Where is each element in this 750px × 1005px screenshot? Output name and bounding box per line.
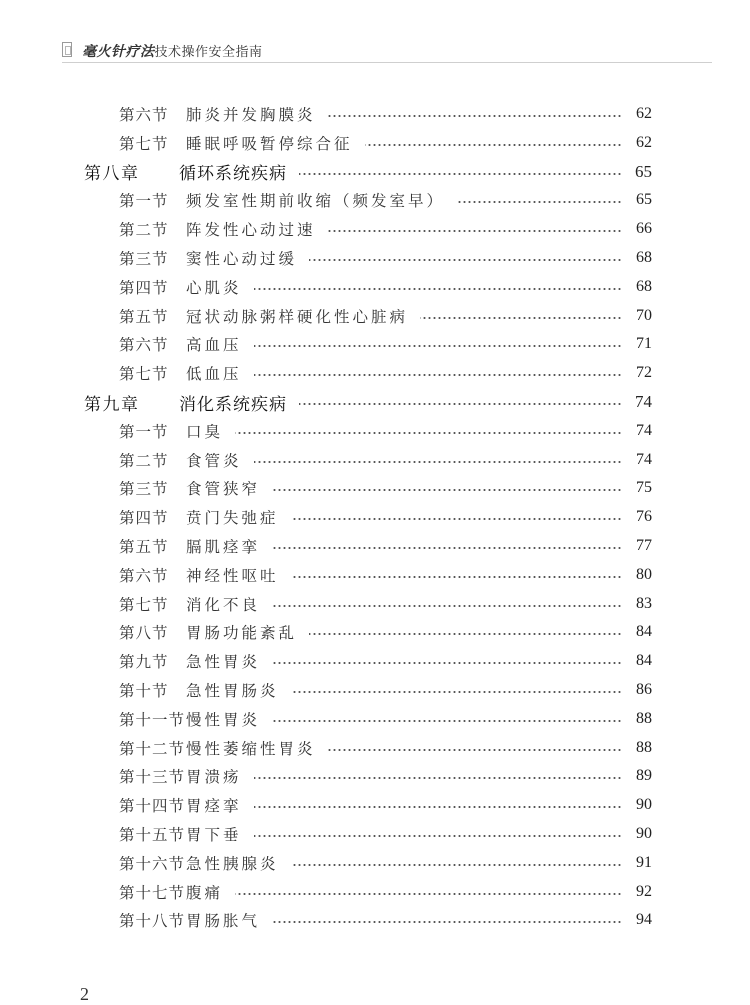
dot-leader — [299, 173, 622, 175]
chapter-title: 消化系统疾病 — [179, 394, 287, 415]
page-ref: 68 — [636, 277, 652, 295]
chapter-number: 第八章 — [84, 164, 140, 185]
section-title: 急性胰腺炎 — [186, 854, 279, 873]
toc-section-row[interactable] — [0, 275, 750, 299]
page-ref: 62 — [636, 105, 652, 122]
section-title: 贲门失弛症 — [186, 509, 279, 528]
toc-section-row[interactable] — [0, 851, 750, 875]
section-number: 第一节 — [119, 422, 169, 441]
section-number: 第六节 — [119, 336, 169, 355]
dot-leader — [235, 432, 622, 434]
toc-chapter-row[interactable] — [0, 160, 750, 184]
section-title: 急性胃炎 — [186, 653, 261, 672]
dot-leader — [272, 605, 622, 607]
section-title: 神经性呕吐 — [186, 566, 279, 585]
page-ref: 94 — [636, 911, 652, 929]
section-number: 第四节 — [119, 278, 169, 297]
toc-section-row[interactable] — [0, 332, 750, 356]
page-ref: 70 — [636, 306, 652, 324]
section-title: 窦性心动过缓 — [186, 250, 298, 268]
dot-leader — [291, 691, 622, 693]
toc-section-row[interactable] — [0, 880, 750, 904]
header-subtitle: 技术操作安全指南 — [154, 45, 263, 60]
section-number: 第十七节 — [119, 883, 186, 902]
section-number: 第九节 — [119, 653, 169, 672]
dot-leader — [328, 115, 622, 117]
section-number: 第十四节 — [119, 797, 186, 816]
page-ref: 84 — [636, 623, 652, 641]
toc-section-row[interactable] — [0, 304, 750, 328]
dot-leader — [235, 893, 622, 895]
dot-leader — [420, 317, 622, 319]
dot-leader — [254, 461, 622, 463]
page-ref: 80 — [636, 565, 652, 583]
section-title: 阵发性心动过速 — [186, 221, 316, 240]
section-title: 口臭 — [186, 422, 224, 441]
dot-leader — [254, 374, 622, 376]
section-title: 慢性胃炎 — [186, 710, 261, 729]
section-title: 频发室性期前收缩（频发室早） — [186, 192, 446, 211]
toc-section-row[interactable] — [0, 736, 750, 760]
page-ref: 75 — [636, 479, 652, 497]
header-brand: 毫火针疗法 — [82, 44, 155, 60]
section-title: 食管狭窄 — [186, 480, 261, 499]
page-ref: 91 — [636, 853, 652, 871]
toc-section-row[interactable] — [0, 707, 750, 731]
page-ref: 84 — [636, 652, 652, 670]
toc-section-row[interactable] — [0, 217, 750, 241]
section-number: 第四节 — [119, 509, 169, 528]
dot-leader — [254, 835, 622, 837]
chapter-number: 第九章 — [84, 394, 140, 415]
page-ref: 90 — [636, 825, 652, 842]
section-title: 食管炎 — [186, 451, 242, 470]
section-title: 腹痛 — [186, 883, 224, 902]
dot-leader — [291, 576, 622, 578]
toc-section-row[interactable] — [0, 188, 750, 212]
dot-leader — [365, 144, 622, 146]
section-number: 第十一节 — [119, 710, 186, 729]
section-number: 第十节 — [119, 682, 169, 700]
section-number: 第十六节 — [119, 854, 186, 873]
page-ref: 77 — [636, 537, 652, 554]
toc-section-row[interactable] — [0, 793, 750, 817]
toc-section-row[interactable] — [0, 131, 750, 155]
section-number: 第七节 — [119, 365, 169, 384]
section-number: 第二节 — [119, 221, 169, 240]
section-title: 心肌炎 — [186, 278, 242, 297]
toc-section-row[interactable] — [0, 505, 750, 529]
page-ref: 86 — [636, 681, 652, 698]
toc-section-row[interactable] — [0, 649, 750, 673]
page-ref: 65 — [635, 161, 652, 181]
page-ref: 90 — [636, 796, 652, 814]
section-title: 高血压 — [186, 336, 242, 355]
toc-section-row[interactable] — [0, 419, 750, 443]
section-number: 第八节 — [119, 624, 169, 643]
dot-leader — [328, 230, 622, 232]
toc-section-row[interactable] — [0, 822, 750, 846]
dot-leader — [254, 345, 622, 347]
dot-leader — [254, 288, 622, 290]
section-title: 胃下垂 — [186, 826, 242, 844]
page-number: 2 — [80, 984, 89, 1004]
section-title: 膈肌痉挛 — [186, 538, 261, 556]
section-number: 第三节 — [119, 250, 169, 268]
dot-leader — [272, 662, 622, 664]
toc-section-row[interactable] — [0, 448, 750, 472]
section-number: 第一节 — [119, 192, 169, 211]
page-ref: 74 — [636, 450, 652, 468]
page-ref: 62 — [636, 133, 652, 151]
section-title: 低血压 — [186, 365, 242, 384]
section-number: 第十二节 — [119, 739, 186, 758]
toc-section-row[interactable] — [0, 908, 750, 932]
dot-leader — [272, 921, 622, 923]
chapter-title: 循环系统疾病 — [179, 164, 287, 185]
toc-section-row[interactable] — [0, 534, 750, 558]
dot-leader — [309, 259, 622, 261]
section-number: 第七节 — [119, 134, 169, 153]
page-ref: 83 — [636, 594, 652, 612]
section-number: 第六节 — [119, 566, 169, 585]
toc-chapter-row[interactable] — [0, 390, 750, 414]
toc-section-row[interactable] — [0, 678, 750, 702]
dot-leader — [254, 777, 622, 779]
dot-leader — [328, 749, 622, 751]
dot-leader — [291, 518, 622, 520]
section-number: 第十八节 — [119, 912, 186, 931]
toc-section-row[interactable] — [0, 476, 750, 500]
section-number: 第五节 — [119, 307, 169, 326]
toc-section-row[interactable] — [0, 563, 750, 587]
section-title: 急性胃肠炎 — [186, 682, 279, 700]
section-title: 消化不良 — [186, 595, 261, 614]
section-number: 第十五节 — [119, 826, 186, 844]
dot-leader — [457, 201, 622, 203]
section-number: 第七节 — [119, 595, 169, 614]
toc-section-row[interactable] — [0, 361, 750, 385]
page-ref: 88 — [636, 738, 652, 756]
dot-leader — [272, 720, 622, 722]
section-number: 第六节 — [119, 106, 169, 124]
page-ref: 71 — [636, 335, 652, 353]
section-title: 胃肠功能紊乱 — [186, 624, 298, 643]
page-ref: 66 — [636, 220, 652, 238]
section-number: 第二节 — [119, 451, 169, 470]
toc-section-row[interactable] — [0, 592, 750, 616]
dot-leader — [299, 403, 622, 405]
page-ref: 72 — [636, 364, 652, 382]
page-ref: 68 — [636, 249, 652, 266]
section-title: 慢性萎缩性胃炎 — [186, 739, 316, 758]
section-number: 第三节 — [119, 480, 169, 499]
toc-section-row[interactable] — [0, 764, 750, 788]
page-ref: 92 — [636, 882, 652, 900]
page-ref: 89 — [636, 767, 652, 785]
section-title: 肺炎并发胸膜炎 — [186, 106, 316, 124]
page-ref: 76 — [636, 508, 652, 526]
toc-section-row[interactable] — [0, 102, 750, 126]
toc-section-row[interactable] — [0, 620, 750, 644]
dot-leader — [309, 633, 622, 635]
section-title: 冠状动脉粥样硬化性心脏病 — [186, 307, 409, 326]
section-number: 第五节 — [119, 538, 169, 556]
page-ref: 74 — [635, 392, 652, 411]
dot-leader — [291, 864, 622, 866]
page-ref: 88 — [636, 709, 652, 727]
page-ref: 65 — [636, 191, 652, 209]
section-title: 胃溃疡 — [186, 768, 242, 787]
dot-leader — [272, 489, 622, 491]
toc-section-row[interactable] — [0, 246, 750, 270]
page-ref: 74 — [636, 421, 652, 439]
section-number: 第十三节 — [119, 768, 186, 787]
dot-leader — [254, 806, 622, 808]
dot-leader — [272, 547, 622, 549]
section-title: 睡眠呼吸暂停综合征 — [186, 134, 353, 153]
section-title: 胃痉挛 — [186, 797, 242, 816]
section-title: 胃肠胀气 — [186, 912, 261, 931]
